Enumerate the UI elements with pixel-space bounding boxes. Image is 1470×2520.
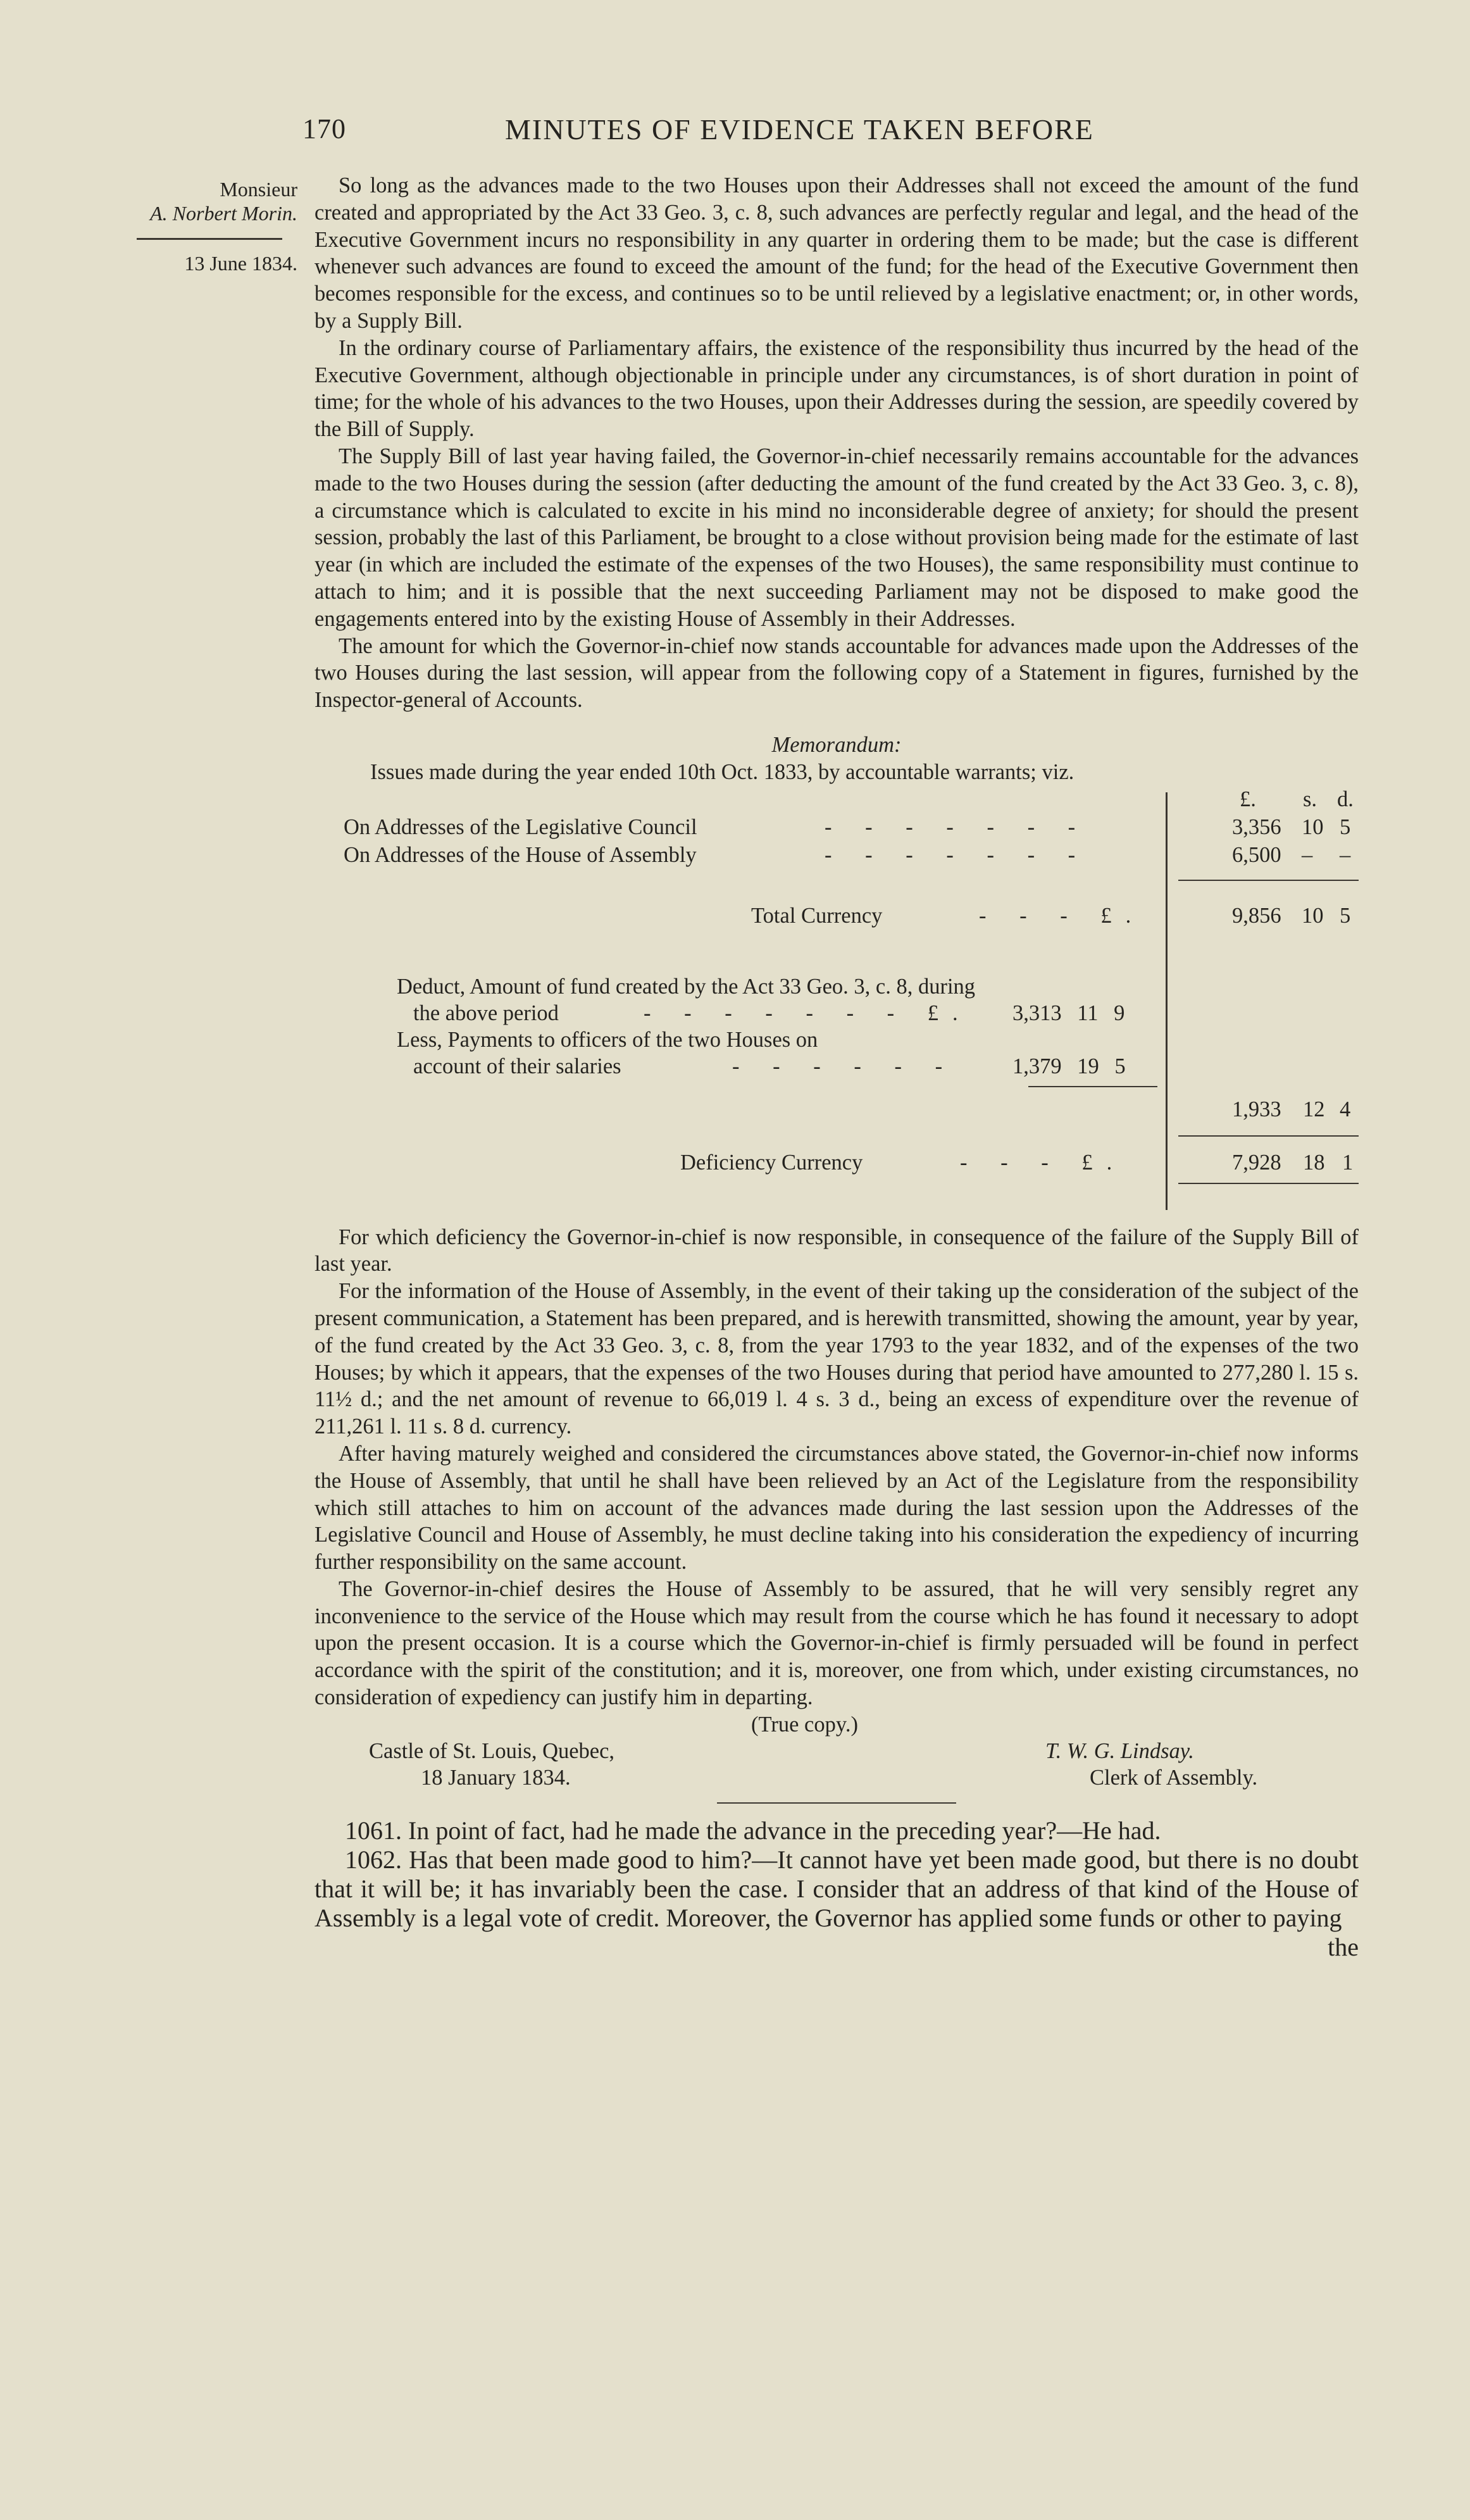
paragraph: After having maturely weighed and considered the circumstances above stated, the Governor-in-chief now informs the House of Assembly, that until he shall have been relieved by an Act of the Legislature from the responsibility which still attaches to him on account of the advances made during the last session upon the Addresses of the Legislative Council and House of Assembly, he must decline taking into his consideration the expediency of incurring further responsibility on the same account. xyxy=(315,1441,1359,1575)
paragraph: The Supply Bill of last year having failed, the Governor-in-chief necessarily remains accountable for the advances made to the two Houses during the session (after deducting the amount of the fund created by the Act 33 Geo. 3, c. 8), a circumstance which is calculated to excite in his mind no inconsiderable degree of anxiety; for should the present session, probably the last of this Parliament, be brought to a close without provision being made for the estimate of last year (in which are included the estimate of the expenses of the two Houses), the same responsibility must continue to attach to him; and it is possible that the next succeeding Parliament may not be disposed to make good the engagements entered into by the existing House of Assembly in their Addresses. xyxy=(315,444,1359,631)
ledger-subamount: 3,313 11 9 xyxy=(1012,1001,1125,1025)
ledger-rule xyxy=(1178,1183,1359,1184)
sidenote-date: 13 June 1834. xyxy=(184,252,297,275)
ledger-less-row xyxy=(315,1053,1359,1081)
ledger-leader: - - - - - - xyxy=(732,1054,957,1078)
ledger-subamount: 1,379 19 5 xyxy=(1012,1054,1126,1078)
section-divider xyxy=(717,1802,956,1804)
ledger-less-row xyxy=(315,1026,1359,1054)
evidence-questions xyxy=(315,1816,1359,1962)
ledger-label: Deficiency Currency xyxy=(680,1150,863,1175)
question-answer: 1062. Has that been made good to him?—It cannot have yet been made good, but there is no doubt that it will be; it has invariably been the case. I consider that an address of that kind of the House of Assembly is a legal vote of credit. Moreover, the Governor has applied some funds or other to paying xyxy=(315,1845,1359,1932)
pounds-value: 7,928 xyxy=(1232,1150,1281,1175)
paragraph: The amount for which the Governor-in-chief now stands accountable for advances made upon the Addresses of the two Houses during the last session, will appear from the following copy of a Statement in figures, furnished by the Inspector-general of Accounts. xyxy=(315,633,1359,713)
pounds-value: 1,933 xyxy=(1232,1097,1281,1121)
ledger-rule xyxy=(1178,880,1359,881)
sidenote-rule xyxy=(137,238,282,240)
paragraph: The Governor-in-chief desires the House of Assembly to be assured, that he will very sensibly regret any inconvenience to the service of the House which may result from the course which he has found it necessary to adopt upon the present occasion. It is a course which the Governor-in-chief is firmly persuaded will be found in perfect accordance with the spirit of the constitution; and it is, moreover, one from which, under existing circumstances, no consideration of expediency can justify him in departing. xyxy=(315,1576,1359,1710)
ledger-deficiency-row xyxy=(315,1149,1359,1177)
signatory-name: T. W. G. Lindsay. xyxy=(1045,1738,1194,1763)
pence-value: 5 xyxy=(1340,814,1351,839)
paragraph: For the information of the House of Assembly, in the event of their taking up the consideration of the subject of the present communication, a Statement has been prepared, and is herewith transmitted, showing the amount, year by year, of the fund created by the Act 33 Geo. 3, c. 8, from the year 1793 to the year 1832, and of the expenses of the two Houses; by which it appears, that the expenses of the two Houses during that period have amounted to 277,280 l. 15 s. 11½ d.; and the net amount of revenue to 66,019 l. 4 s. 3 d., being an excess of expenditure over the revenue of 211,261 l. 11 s. 8 d. currency. xyxy=(315,1279,1359,1439)
pence-value: 1 xyxy=(1342,1150,1354,1175)
ledger-deduct-row xyxy=(315,1000,1359,1028)
sidenote-title: Monsieur xyxy=(220,178,297,201)
paragraph: For which deficiency the Governor-in-chief is now responsible, in consequence of the failure of the Supply Bill of last year. xyxy=(315,1225,1359,1276)
pounds-value: 3,356 xyxy=(1232,814,1281,839)
ledger-net-row xyxy=(315,1096,1359,1124)
running-head: MINUTES OF EVIDENCE TAKEN BEFORE xyxy=(505,113,1094,146)
shillings-value: – xyxy=(1302,842,1313,867)
pence-value: 5 xyxy=(1340,903,1351,928)
memorandum-ledger xyxy=(315,786,1359,1210)
ledger-leader: - - - £. xyxy=(979,903,1145,928)
ledger-leader: - - - - - - - xyxy=(825,842,1090,867)
ledger-rule xyxy=(1028,1086,1157,1087)
ledger-leader: - - - - - - - xyxy=(825,814,1090,839)
signature-place: Castle of St. Louis, Quebec, xyxy=(369,1738,615,1763)
ledger-label: Deduct, Amount of fund created by the Act 33 Geo. 3, c. 8, during xyxy=(397,974,976,999)
pounds-value: 9,856 xyxy=(1232,903,1281,928)
true-copy: (True copy.) xyxy=(751,1712,858,1737)
paragraph: So long as the advances made to the two Houses upon their Addresses shall not exceed the amount of the fund created and appropriated by the Act 33 Geo. 3, c. 8, such advances are perfectly regular and legal, and the head of the Executive Government incurs no responsibility in any quarter in ordering them to be made; but the case is different whenever such advances are found to exceed the amount of the fund; for the head of the Executive Government then becomes responsible for the excess, and continues so to be until relieved by a legislative enactment; or, in other words, by a Supply Bill. xyxy=(315,173,1359,333)
main-text xyxy=(315,172,1359,1962)
ledger-leader: - - - - - - - £. xyxy=(644,1001,972,1025)
ledger-rule xyxy=(1178,1135,1359,1137)
witness-name: A. Norbert Morin. xyxy=(150,202,297,225)
page-number: 170 xyxy=(302,113,346,144)
memorandum-intro: Issues made during the year ended 10th Oct. 1833, by accountable warrants; viz. xyxy=(370,759,1074,784)
ledger-row xyxy=(315,842,1359,870)
shillings-value: 18 xyxy=(1303,1150,1325,1175)
pence-head: d. xyxy=(1337,787,1354,811)
sidenote xyxy=(89,177,297,275)
ledger-row xyxy=(315,814,1359,842)
pence-value: – xyxy=(1340,842,1351,867)
ledger-label: On Addresses of the Legislative Council xyxy=(344,814,697,839)
ledger-column-heads xyxy=(315,786,1359,814)
shillings-head: s. xyxy=(1303,787,1317,811)
ledger-label: On Addresses of the House of Assembly xyxy=(344,842,697,867)
shillings-value: 12 xyxy=(1303,1097,1325,1121)
question-answer: 1061. In point of fact, had he made the advance in the preceding year?—He had. xyxy=(345,1816,1161,1845)
ledger-total-row xyxy=(315,902,1359,930)
ledger-label: Total Currency xyxy=(751,903,883,928)
ledger-label: account of their salaries xyxy=(413,1054,621,1078)
ledger-label: Less, Payments to officers of the two Houses on xyxy=(397,1027,818,1052)
signature-block xyxy=(315,1711,1359,1790)
ledger-deduct-row xyxy=(315,973,1359,1001)
catchword: the xyxy=(1328,1932,1359,1961)
pounds-head: £. xyxy=(1240,787,1256,811)
shillings-value: 10 xyxy=(1302,903,1324,928)
shillings-value: 10 xyxy=(1302,814,1324,839)
ledger-leader: - - - £. xyxy=(960,1150,1126,1175)
pence-value: 4 xyxy=(1340,1097,1351,1121)
memorandum-title: Memorandum: xyxy=(771,732,902,757)
pounds-value: 6,500 xyxy=(1232,842,1281,867)
signature-date: 18 January 1834. xyxy=(421,1765,571,1790)
paragraph: In the ordinary course of Parliamentary affairs, the existence of the responsibility thus incurred by the head of the Executive Government, although objectionable in principle under any circumstances, is of short duration in point of time; for the whole of his advances to the two Houses, upon their Addresses during the session, are speedily covered by the Bill of Supply. xyxy=(315,335,1359,442)
signatory-title: Clerk of Assembly. xyxy=(1090,1765,1258,1790)
ledger-label: the above period xyxy=(413,1001,559,1025)
